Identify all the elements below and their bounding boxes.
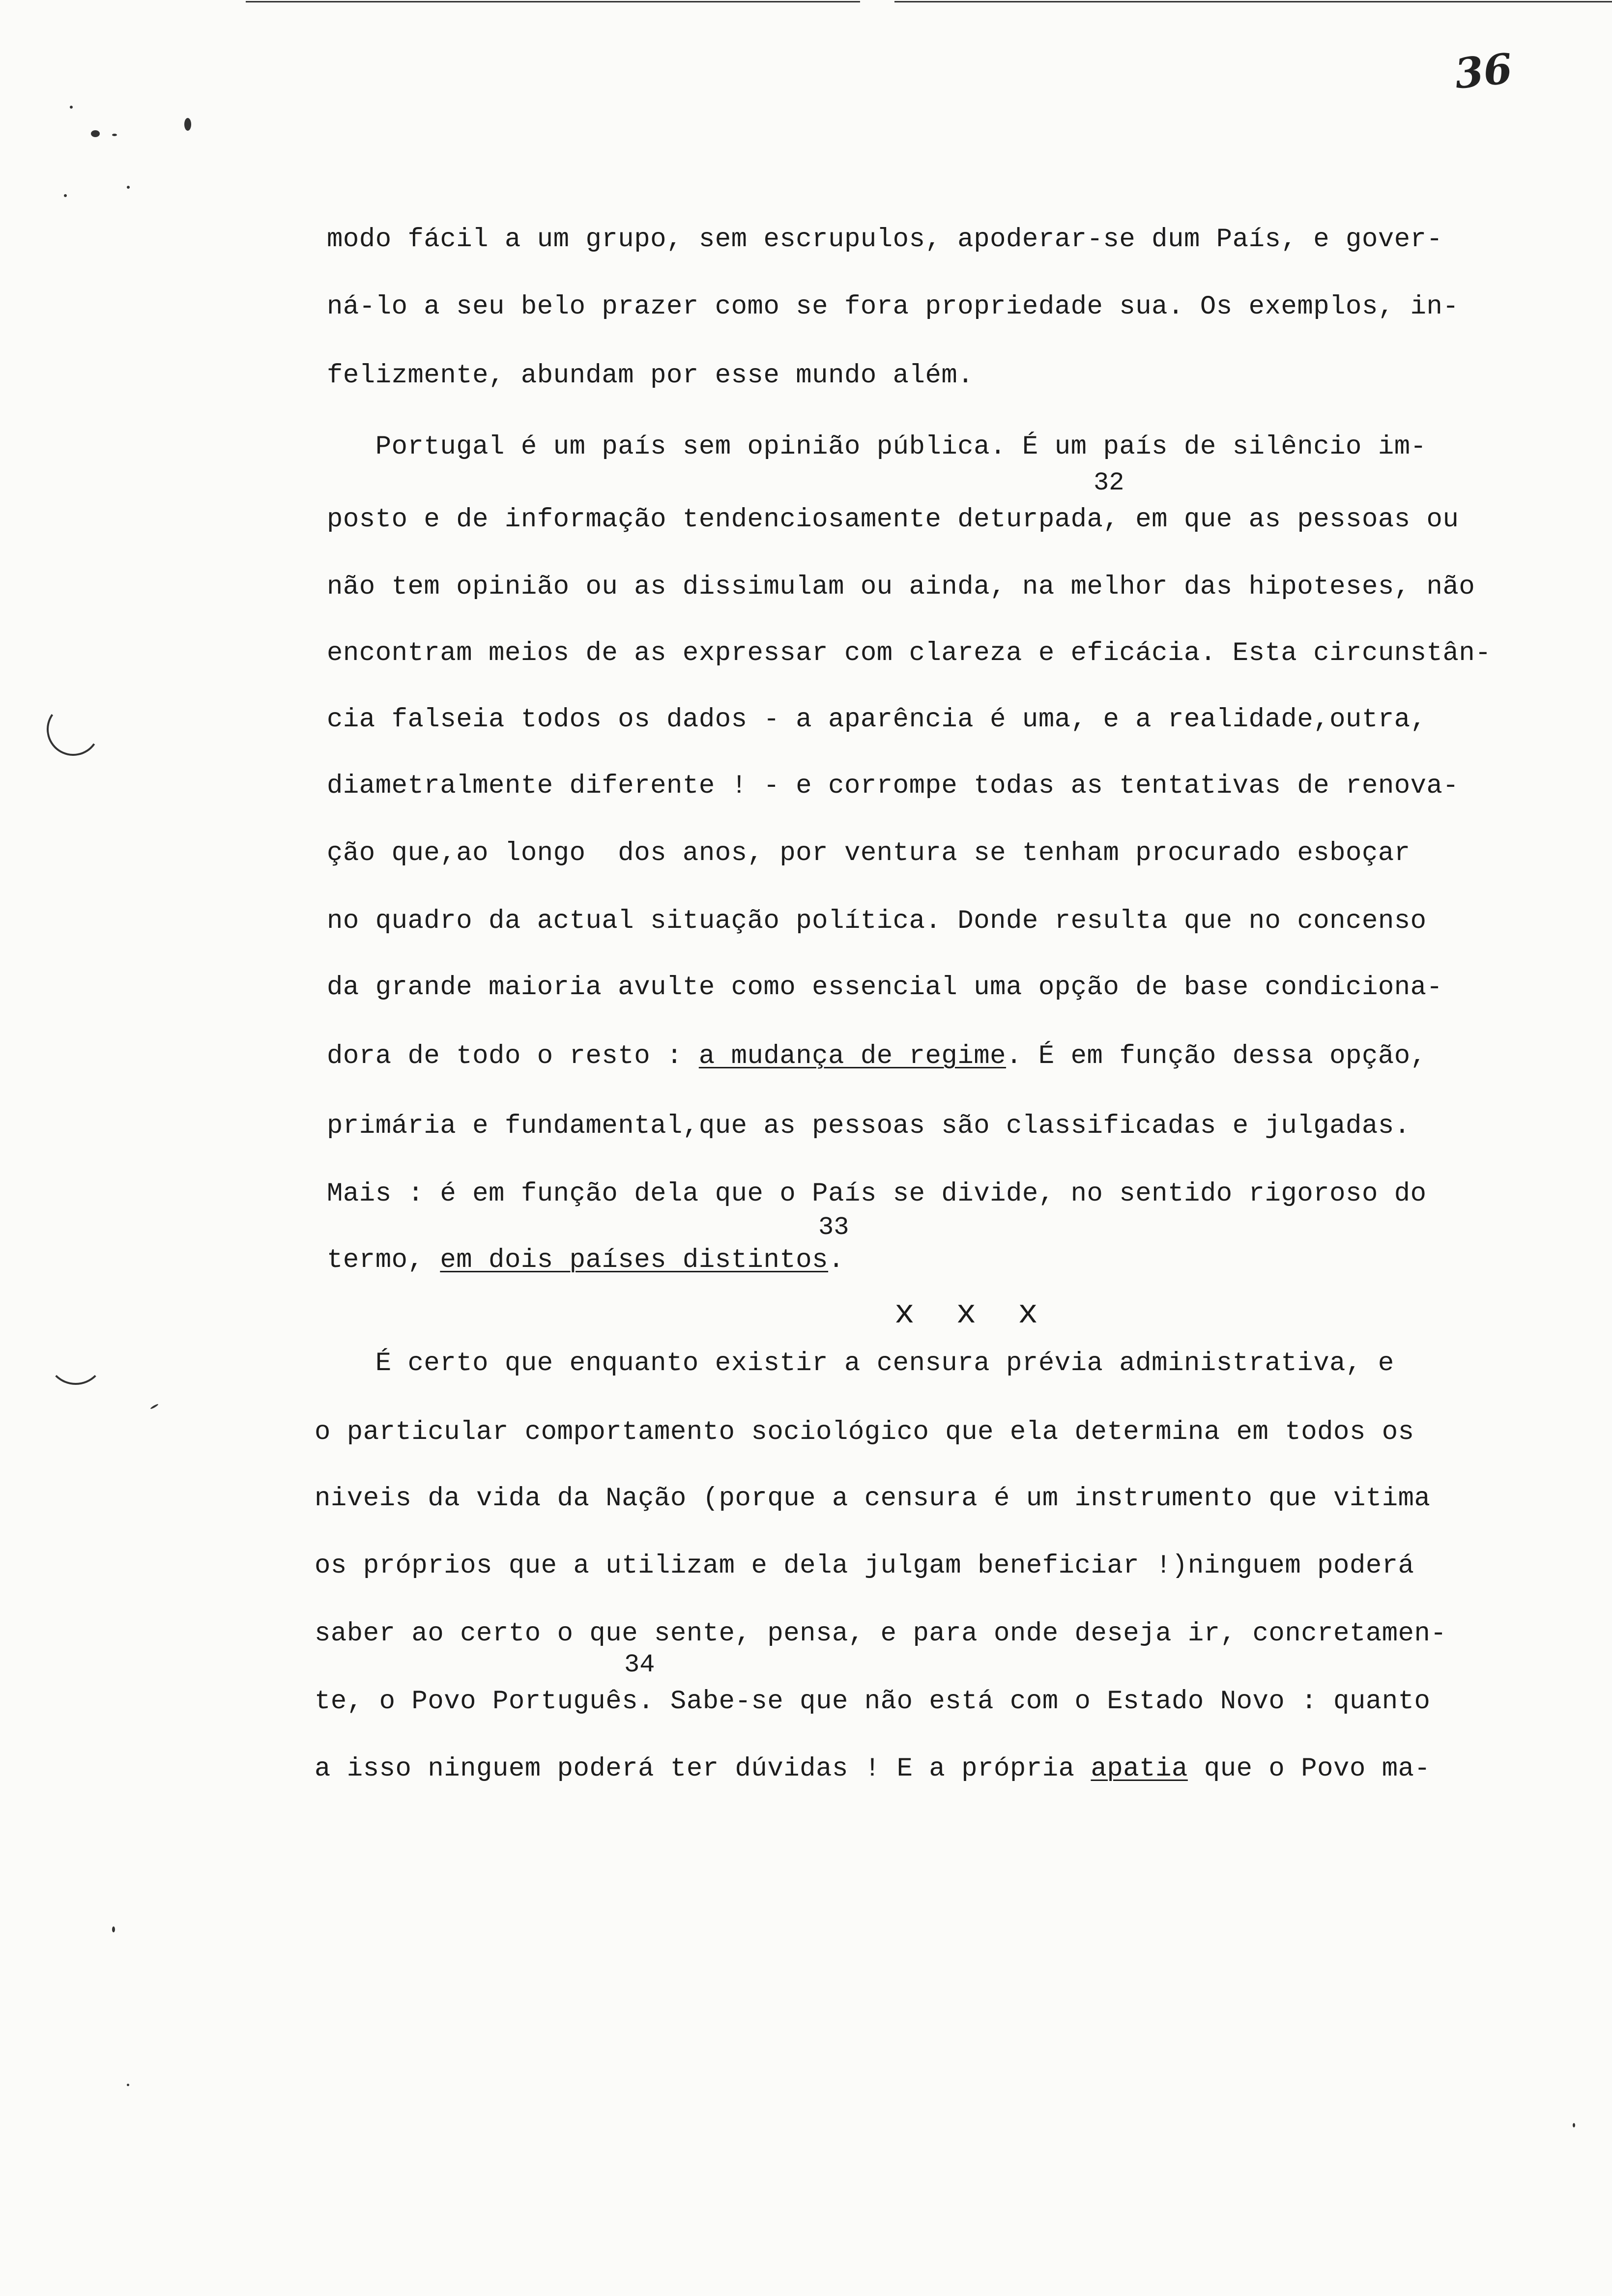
text-line: ção que,ao longo dos anos, por ventura se tenham procurado esboçar	[327, 838, 1410, 868]
text-line: não tem opinião ou as dissimulam ou ainda, na melhor das hipoteses, não	[327, 572, 1475, 602]
top-edge-line	[246, 1, 860, 2]
underlined-phrase: em dois países distintos	[440, 1245, 829, 1275]
text-line: dora de todo o resto : a mudança de regime. É em função dessa opção,	[327, 1041, 1427, 1071]
footnote-ref-32: 32	[1094, 468, 1124, 497]
page-number: 36	[1452, 44, 1515, 98]
text-line: a isso ninguem poderá ter dúvidas ! E a própria apatia que o Povo ma-	[315, 1754, 1431, 1784]
scan-speck	[112, 134, 117, 136]
section-break: x x x	[894, 1295, 1049, 1333]
text-line: niveis da vida da Nação (porque a censura é um instrumento que vitima	[315, 1484, 1431, 1514]
text-line: da grande maioria avulte como essencial uma opção de base condiciona-	[327, 973, 1443, 1003]
top-edge-line	[894, 1, 1612, 2]
text-line: cia falseia todos os dados - a aparência é uma, e a realidade,outra,	[327, 705, 1427, 735]
punch-hole-arc	[42, 698, 104, 760]
scan-speck	[70, 106, 73, 109]
text-line: primária e fundamental,que as pessoas são classificadas e julgadas.	[327, 1111, 1410, 1141]
text-line: o particular comportamento sociológico que ela determina em todos os	[315, 1417, 1414, 1447]
text-line: ná-lo a seu belo prazer como se fora propriedade sua. Os exemplos, in-	[327, 292, 1459, 322]
text-line: modo fácil a um grupo, sem escrupulos, apoderar-se dum País, e gover-	[327, 225, 1443, 255]
scan-speck	[64, 194, 67, 197]
scan-speck	[1573, 2123, 1575, 2127]
text-line: os próprios que a utilizam e dela julgam beneficiar !)ninguem poderá	[315, 1551, 1414, 1581]
footnote-ref-34: 34	[624, 1650, 655, 1679]
text-line: encontram meios de as expressar com clareza e eficácia. Esta circunstân-	[327, 638, 1492, 668]
footnote-ref-33: 33	[818, 1213, 849, 1242]
scan-speck	[150, 1404, 159, 1409]
underlined-phrase: a mudança de regime	[698, 1041, 1007, 1071]
text-line: felizmente, abundam por esse mundo além.	[327, 361, 974, 391]
text-line: te, o Povo Português. Sabe-se que não está com o Estado Novo : quanto	[315, 1687, 1431, 1717]
scan-speck	[91, 130, 100, 137]
text-line: posto e de informação tendenciosamente deturpada, em que as pessoas ou	[327, 505, 1459, 535]
text-line: diametralmente diferente ! - e corrompe todas as tentativas de renova-	[327, 771, 1459, 801]
scan-speck	[184, 118, 191, 131]
text-line: termo, em dois países distintos.	[327, 1245, 844, 1275]
scan-speck	[127, 186, 130, 189]
text-line: Mais : é em função dela que o País se divide, no sentido rigoroso do	[327, 1179, 1427, 1209]
text-line: Portugal é um país sem opinião pública. É um país de silêncio im-	[327, 432, 1427, 462]
underlined-phrase: apatia	[1091, 1754, 1188, 1784]
scan-speck	[127, 2084, 129, 2086]
text-line: saber ao certo o que sente, pensa, e para onde deseja ir, concretamen-	[315, 1619, 1447, 1649]
punch-hole-arc	[47, 1327, 105, 1385]
text-line: É certo que enquanto existir a censura prévia administrativa, e	[327, 1349, 1394, 1378]
scan-speck	[112, 1926, 115, 1932]
text-line: no quadro da actual situação política. Donde resulta que no concenso	[327, 906, 1427, 936]
